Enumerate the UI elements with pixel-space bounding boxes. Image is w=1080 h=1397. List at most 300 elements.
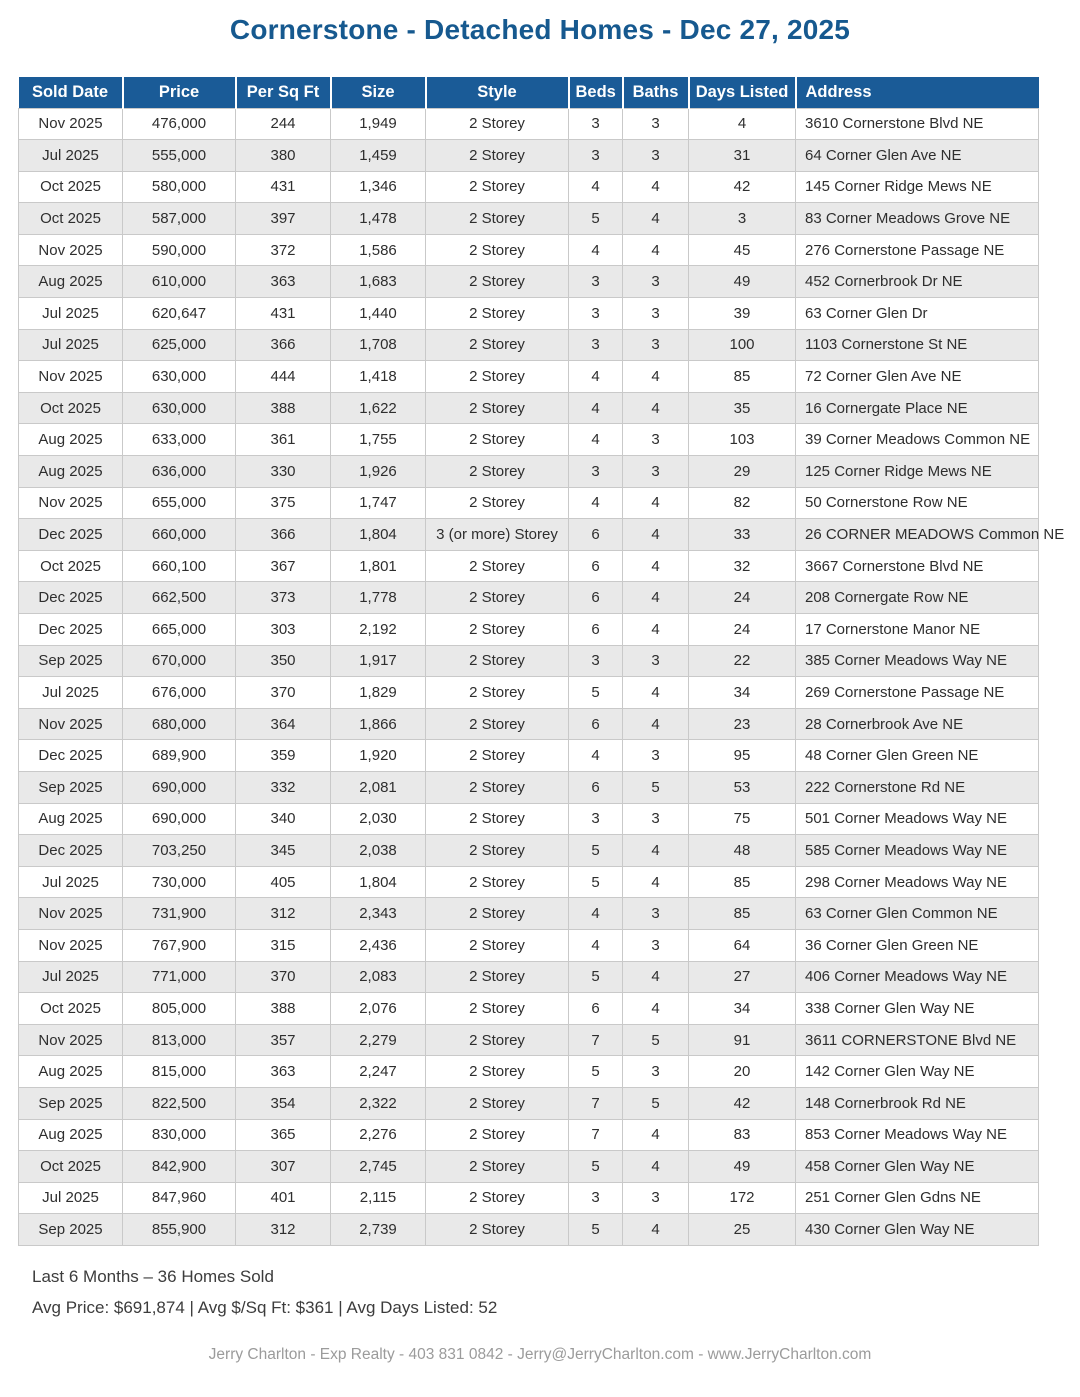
table-cell: 34 — [689, 677, 796, 709]
table-cell: 3 — [569, 803, 623, 835]
table-cell: 731,900 — [123, 898, 236, 930]
table-cell: 1,418 — [331, 361, 426, 393]
table-cell: 298 Corner Meadows Way NE — [796, 866, 1039, 898]
table-cell: 4 — [623, 550, 689, 582]
table-cell: 3 — [569, 108, 623, 140]
table-cell: 2 Storey — [426, 487, 569, 519]
table-row — [19, 361, 1039, 393]
table-cell: Jul 2025 — [19, 329, 123, 361]
column-header-days-listed: Days Listed — [689, 77, 796, 108]
table-row — [19, 171, 1039, 203]
table-row — [19, 614, 1039, 646]
table-cell: Aug 2025 — [19, 424, 123, 456]
table-cell: 476,000 — [123, 108, 236, 140]
table-cell: 22 — [689, 645, 796, 677]
table-cell: 354 — [236, 1087, 331, 1119]
table-cell: 4 — [623, 1214, 689, 1246]
table-cell: 2 Storey — [426, 677, 569, 709]
table-cell: 338 Corner Glen Way NE — [796, 993, 1039, 1025]
table-cell: 361 — [236, 424, 331, 456]
table-cell: 2,083 — [331, 961, 426, 993]
table-cell: Dec 2025 — [19, 740, 123, 772]
table-cell: 2 Storey — [426, 1056, 569, 1088]
table-cell: 5 — [569, 961, 623, 993]
table-cell: 222 Cornerstone Rd NE — [796, 771, 1039, 803]
table-cell: 363 — [236, 266, 331, 298]
table-cell: Jul 2025 — [19, 298, 123, 330]
table-cell: 1,440 — [331, 298, 426, 330]
table-cell: 4 — [569, 929, 623, 961]
table-cell: Dec 2025 — [19, 582, 123, 614]
table-cell: 5 — [623, 1024, 689, 1056]
table-row — [19, 392, 1039, 424]
table-cell: 340 — [236, 803, 331, 835]
table-cell: 6 — [569, 519, 623, 551]
table-cell: 2,192 — [331, 614, 426, 646]
table-cell: 1103 Cornerstone St NE — [796, 329, 1039, 361]
table-row — [19, 108, 1039, 140]
table-cell: 4 — [569, 171, 623, 203]
table-cell: 26 CORNER MEADOWS Common NE — [796, 519, 1039, 551]
table-cell: 5 — [569, 866, 623, 898]
table-row — [19, 519, 1039, 551]
table-cell: 2 Storey — [426, 456, 569, 488]
table-cell: 4 — [569, 898, 623, 930]
table-cell: 269 Cornerstone Passage NE — [796, 677, 1039, 709]
table-cell: 23 — [689, 708, 796, 740]
table-cell: 2 Storey — [426, 993, 569, 1025]
table-cell: 45 — [689, 234, 796, 266]
table-cell: Sep 2025 — [19, 645, 123, 677]
table-cell: 3 — [623, 108, 689, 140]
table-cell: 388 — [236, 392, 331, 424]
table-row — [19, 203, 1039, 235]
table-cell: 1,747 — [331, 487, 426, 519]
table-cell: 2 Storey — [426, 361, 569, 393]
table-cell: 357 — [236, 1024, 331, 1056]
table-row — [19, 1056, 1039, 1088]
table-cell: 587,000 — [123, 203, 236, 235]
table-cell: 452 Cornerbrook Dr NE — [796, 266, 1039, 298]
table-cell: 312 — [236, 1214, 331, 1246]
table-cell: 1,755 — [331, 424, 426, 456]
table-cell: 28 Cornerbrook Ave NE — [796, 708, 1039, 740]
table-cell: 148 Cornerbrook Rd NE — [796, 1087, 1039, 1119]
table-row — [19, 1214, 1039, 1246]
table-cell: 813,000 — [123, 1024, 236, 1056]
table-cell: 1,683 — [331, 266, 426, 298]
table-cell: 805,000 — [123, 993, 236, 1025]
table-cell: 3 — [623, 424, 689, 456]
table-cell: 4 — [623, 708, 689, 740]
table-cell: 2,739 — [331, 1214, 426, 1246]
table-cell: 3 — [623, 1182, 689, 1214]
table-cell: 6 — [569, 614, 623, 646]
table-cell: 630,000 — [123, 392, 236, 424]
table-cell: 655,000 — [123, 487, 236, 519]
table-cell: Sep 2025 — [19, 1087, 123, 1119]
table-cell: 85 — [689, 866, 796, 898]
table-cell: 662,500 — [123, 582, 236, 614]
table-cell: 3 — [623, 803, 689, 835]
table-cell: 630,000 — [123, 361, 236, 393]
table-cell: 3 — [569, 298, 623, 330]
table-cell: 4 — [623, 582, 689, 614]
table-cell: 3610 Cornerstone Blvd NE — [796, 108, 1039, 140]
table-cell: 3 — [623, 140, 689, 172]
table-cell: 251 Corner Glen Gdns NE — [796, 1182, 1039, 1214]
table-cell: 771,000 — [123, 961, 236, 993]
table-cell: 670,000 — [123, 645, 236, 677]
table-cell: 4 — [569, 234, 623, 266]
table-cell: 1,917 — [331, 645, 426, 677]
table-cell: 2 Storey — [426, 1024, 569, 1056]
table-cell: Nov 2025 — [19, 108, 123, 140]
column-header-price: Price — [123, 77, 236, 108]
table-cell: 2,279 — [331, 1024, 426, 1056]
table-cell: 63 Corner Glen Dr — [796, 298, 1039, 330]
table-cell: Jul 2025 — [19, 866, 123, 898]
table-cell: 315 — [236, 929, 331, 961]
table-cell: 5 — [569, 1056, 623, 1088]
table-cell: 385 Corner Meadows Way NE — [796, 645, 1039, 677]
table-cell: 3 — [689, 203, 796, 235]
table-cell: 95 — [689, 740, 796, 772]
table-row — [19, 424, 1039, 456]
table-cell: 142 Corner Glen Way NE — [796, 1056, 1039, 1088]
table-cell: 2 Storey — [426, 929, 569, 961]
table-cell: 2,276 — [331, 1119, 426, 1151]
table-cell: 2 Storey — [426, 1087, 569, 1119]
table-cell: 2 Storey — [426, 266, 569, 298]
table-cell: 16 Cornergate Place NE — [796, 392, 1039, 424]
summary-averages: Avg Price: $691,874 | Avg $/Sq Ft: $361 | Avg Days Listed: 52 — [32, 1297, 498, 1317]
table-cell: Nov 2025 — [19, 361, 123, 393]
table-cell: 49 — [689, 266, 796, 298]
table-cell: Dec 2025 — [19, 835, 123, 867]
table-cell: 4 — [623, 361, 689, 393]
table-cell: 2 Storey — [426, 1151, 569, 1183]
table-cell: 100 — [689, 329, 796, 361]
table-cell: Oct 2025 — [19, 171, 123, 203]
table-cell: 4 — [569, 740, 623, 772]
table-cell: 847,960 — [123, 1182, 236, 1214]
table-cell: 3 — [623, 1056, 689, 1088]
table-cell: 125 Corner Ridge Mews NE — [796, 456, 1039, 488]
table-cell: Aug 2025 — [19, 456, 123, 488]
table-cell: 7 — [569, 1119, 623, 1151]
table-cell: 3 — [623, 329, 689, 361]
table-cell: 2 Storey — [426, 740, 569, 772]
table-cell: 5 — [569, 835, 623, 867]
table-cell: 1,920 — [331, 740, 426, 772]
table-cell: 690,000 — [123, 803, 236, 835]
table-cell: 3 — [623, 456, 689, 488]
table-cell: 64 — [689, 929, 796, 961]
table-cell: 4 — [623, 1119, 689, 1151]
table-cell: 4 — [689, 108, 796, 140]
table-cell: 4 — [623, 171, 689, 203]
table-row — [19, 487, 1039, 519]
table-cell: 276 Cornerstone Passage NE — [796, 234, 1039, 266]
table-cell: 3 — [569, 1182, 623, 1214]
table-row — [19, 898, 1039, 930]
table-cell: 75 — [689, 803, 796, 835]
table-cell: 2,081 — [331, 771, 426, 803]
table-cell: 2,436 — [331, 929, 426, 961]
table-cell: 49 — [689, 1151, 796, 1183]
table-cell: 332 — [236, 771, 331, 803]
table-cell: 372 — [236, 234, 331, 266]
table-cell: 430 Corner Glen Way NE — [796, 1214, 1039, 1246]
table-row — [19, 645, 1039, 677]
table-row — [19, 740, 1039, 772]
table-row — [19, 803, 1039, 835]
table-cell: 303 — [236, 614, 331, 646]
table-cell: 4 — [623, 835, 689, 867]
table-cell: 312 — [236, 898, 331, 930]
table-cell: 620,647 — [123, 298, 236, 330]
table-cell: 4 — [623, 1151, 689, 1183]
table-cell: 4 — [623, 487, 689, 519]
table-cell: 2 Storey — [426, 803, 569, 835]
table-cell: 172 — [689, 1182, 796, 1214]
table-cell: 3 — [569, 329, 623, 361]
table-cell: 103 — [689, 424, 796, 456]
column-header-style: Style — [426, 77, 569, 108]
table-cell: 39 Corner Meadows Common NE — [796, 424, 1039, 456]
table-cell: 6 — [569, 550, 623, 582]
table-cell: 4 — [623, 203, 689, 235]
table-cell: Oct 2025 — [19, 993, 123, 1025]
table-cell: 406 Corner Meadows Way NE — [796, 961, 1039, 993]
table-cell: Oct 2025 — [19, 1151, 123, 1183]
table-cell: 3611 CORNERSTONE Blvd NE — [796, 1024, 1039, 1056]
table-cell: Dec 2025 — [19, 519, 123, 551]
table-cell: 32 — [689, 550, 796, 582]
table-cell: 830,000 — [123, 1119, 236, 1151]
table-cell: 815,000 — [123, 1056, 236, 1088]
table-cell: 25 — [689, 1214, 796, 1246]
table-cell: 842,900 — [123, 1151, 236, 1183]
table-cell: 4 — [623, 866, 689, 898]
table-cell: 4 — [623, 519, 689, 551]
table-cell: 4 — [623, 234, 689, 266]
table-cell: Aug 2025 — [19, 803, 123, 835]
table-cell: 2,115 — [331, 1182, 426, 1214]
table-header — [19, 77, 1039, 108]
summary-block — [32, 1268, 1080, 1316]
table-cell: 1,801 — [331, 550, 426, 582]
table-cell: 636,000 — [123, 456, 236, 488]
table-cell: 5 — [569, 1151, 623, 1183]
table-row — [19, 298, 1039, 330]
table-cell: 676,000 — [123, 677, 236, 709]
table-cell: 767,900 — [123, 929, 236, 961]
table-cell: 350 — [236, 645, 331, 677]
table-cell: 2 Storey — [426, 708, 569, 740]
table-cell: 1,708 — [331, 329, 426, 361]
table-cell: 458 Corner Glen Way NE — [796, 1151, 1039, 1183]
table-cell: 2 Storey — [426, 171, 569, 203]
table-cell: 689,900 — [123, 740, 236, 772]
table-cell: 4 — [623, 614, 689, 646]
table-cell: 373 — [236, 582, 331, 614]
table-cell: 31 — [689, 140, 796, 172]
table-cell: 730,000 — [123, 866, 236, 898]
table-cell: 72 Corner Glen Ave NE — [796, 361, 1039, 393]
table-cell: 64 Corner Glen Ave NE — [796, 140, 1039, 172]
table-cell: 244 — [236, 108, 331, 140]
table-cell: 6 — [569, 993, 623, 1025]
table-cell: 359 — [236, 740, 331, 772]
table-cell: 580,000 — [123, 171, 236, 203]
table-row — [19, 835, 1039, 867]
footer-credit: Jerry Charlton - Exp Realty - 403 831 0842 - Jerry@JerryCharlton.com - www.JerryCharlton.com — [208, 1345, 872, 1363]
table-row — [19, 771, 1039, 803]
table-cell: 17 Cornerstone Manor NE — [796, 614, 1039, 646]
table-cell: Nov 2025 — [19, 487, 123, 519]
table-cell: 703,250 — [123, 835, 236, 867]
summary-homes-sold: Last 6 Months – 36 Homes Sold — [32, 1266, 274, 1286]
table-cell: 2 Storey — [426, 234, 569, 266]
table-cell: 2,322 — [331, 1087, 426, 1119]
table-cell: 3 — [623, 645, 689, 677]
table-cell: 2,030 — [331, 803, 426, 835]
table-cell: 4 — [569, 487, 623, 519]
table-cell: 83 Corner Meadows Grove NE — [796, 203, 1039, 235]
table-cell: 5 — [623, 771, 689, 803]
table-cell: 2 Storey — [426, 108, 569, 140]
table-cell: 53 — [689, 771, 796, 803]
table-cell: 2 Storey — [426, 614, 569, 646]
table-cell: 5 — [569, 677, 623, 709]
table-cell: 91 — [689, 1024, 796, 1056]
table-cell: 1,778 — [331, 582, 426, 614]
table-cell: 208 Cornergate Row NE — [796, 582, 1039, 614]
table-cell: 5 — [623, 1087, 689, 1119]
table-cell: 431 — [236, 298, 331, 330]
table-cell: 3 — [623, 266, 689, 298]
table-cell: 388 — [236, 993, 331, 1025]
header-row — [19, 77, 1039, 108]
table-cell: 3 — [569, 456, 623, 488]
table-cell: 2 Storey — [426, 550, 569, 582]
table-cell: 35 — [689, 392, 796, 424]
table-row — [19, 677, 1039, 709]
table-cell: 85 — [689, 361, 796, 393]
table-cell: 2 Storey — [426, 140, 569, 172]
table-cell: 2 Storey — [426, 329, 569, 361]
table-cell: Jul 2025 — [19, 140, 123, 172]
table-cell: 3 — [569, 645, 623, 677]
table-cell: 367 — [236, 550, 331, 582]
table-cell: 590,000 — [123, 234, 236, 266]
table-cell: 50 Cornerstone Row NE — [796, 487, 1039, 519]
table-cell: 1,829 — [331, 677, 426, 709]
column-header-baths: Baths — [623, 77, 689, 108]
page-title: Cornerstone - Detached Homes - Dec 27, 2025 — [229, 14, 851, 45]
table-cell: Oct 2025 — [19, 550, 123, 582]
table-cell: 2 Storey — [426, 1182, 569, 1214]
sold-homes-table — [18, 77, 1065, 1246]
table-cell: 2 Storey — [426, 898, 569, 930]
table-cell: 1,478 — [331, 203, 426, 235]
table-row — [19, 1087, 1039, 1119]
column-header-size: Size — [331, 77, 426, 108]
table-cell: 33 — [689, 519, 796, 551]
table-cell: 2,745 — [331, 1151, 426, 1183]
table-cell: 1,459 — [331, 140, 426, 172]
table-cell: 853 Corner Meadows Way NE — [796, 1119, 1039, 1151]
table-cell: Dec 2025 — [19, 614, 123, 646]
table-cell: 29 — [689, 456, 796, 488]
table-cell: Nov 2025 — [19, 929, 123, 961]
table-cell: 1,949 — [331, 108, 426, 140]
table-cell: 555,000 — [123, 140, 236, 172]
table-cell: Sep 2025 — [19, 771, 123, 803]
table-row — [19, 140, 1039, 172]
table-row — [19, 456, 1039, 488]
table-cell: 20 — [689, 1056, 796, 1088]
table-cell: Oct 2025 — [19, 203, 123, 235]
table-cell: 2,076 — [331, 993, 426, 1025]
table-cell: 2 Storey — [426, 835, 569, 867]
table-cell: 375 — [236, 487, 331, 519]
table-cell: 1,622 — [331, 392, 426, 424]
table-cell: Oct 2025 — [19, 392, 123, 424]
table-cell: Aug 2025 — [19, 266, 123, 298]
table-cell: 3 — [623, 740, 689, 772]
column-header-per-sq-ft: Per Sq Ft — [236, 77, 331, 108]
table-cell: 3667 Cornerstone Blvd NE — [796, 550, 1039, 582]
table-cell: Aug 2025 — [19, 1119, 123, 1151]
table-cell: 2 Storey — [426, 1119, 569, 1151]
table-cell: 660,000 — [123, 519, 236, 551]
table-cell: 2 Storey — [426, 582, 569, 614]
table-cell: 366 — [236, 519, 331, 551]
table-cell: 48 Corner Glen Green NE — [796, 740, 1039, 772]
table-cell: 2,038 — [331, 835, 426, 867]
table-cell: 42 — [689, 1087, 796, 1119]
table-cell: 4 — [623, 993, 689, 1025]
column-header-address: Address — [796, 77, 1039, 108]
table-cell: 4 — [623, 392, 689, 424]
table-cell: 625,000 — [123, 329, 236, 361]
table-cell: 822,500 — [123, 1087, 236, 1119]
table-cell: 660,100 — [123, 550, 236, 582]
table-cell: 444 — [236, 361, 331, 393]
table-row — [19, 929, 1039, 961]
table-cell: 83 — [689, 1119, 796, 1151]
table-cell: 364 — [236, 708, 331, 740]
table-cell: 3 — [569, 266, 623, 298]
table-cell: 330 — [236, 456, 331, 488]
table-cell: 6 — [569, 582, 623, 614]
table-cell: 4 — [623, 961, 689, 993]
table-row — [19, 329, 1039, 361]
table-cell: 370 — [236, 961, 331, 993]
table-cell: 3 (or more) Storey — [426, 519, 569, 551]
table-cell: 4 — [569, 392, 623, 424]
table-cell: Jul 2025 — [19, 1182, 123, 1214]
table-cell: Nov 2025 — [19, 1024, 123, 1056]
table-cell: 85 — [689, 898, 796, 930]
table-cell: 5 — [569, 203, 623, 235]
table-cell: 39 — [689, 298, 796, 330]
table-cell: 1,866 — [331, 708, 426, 740]
table-cell: Nov 2025 — [19, 234, 123, 266]
